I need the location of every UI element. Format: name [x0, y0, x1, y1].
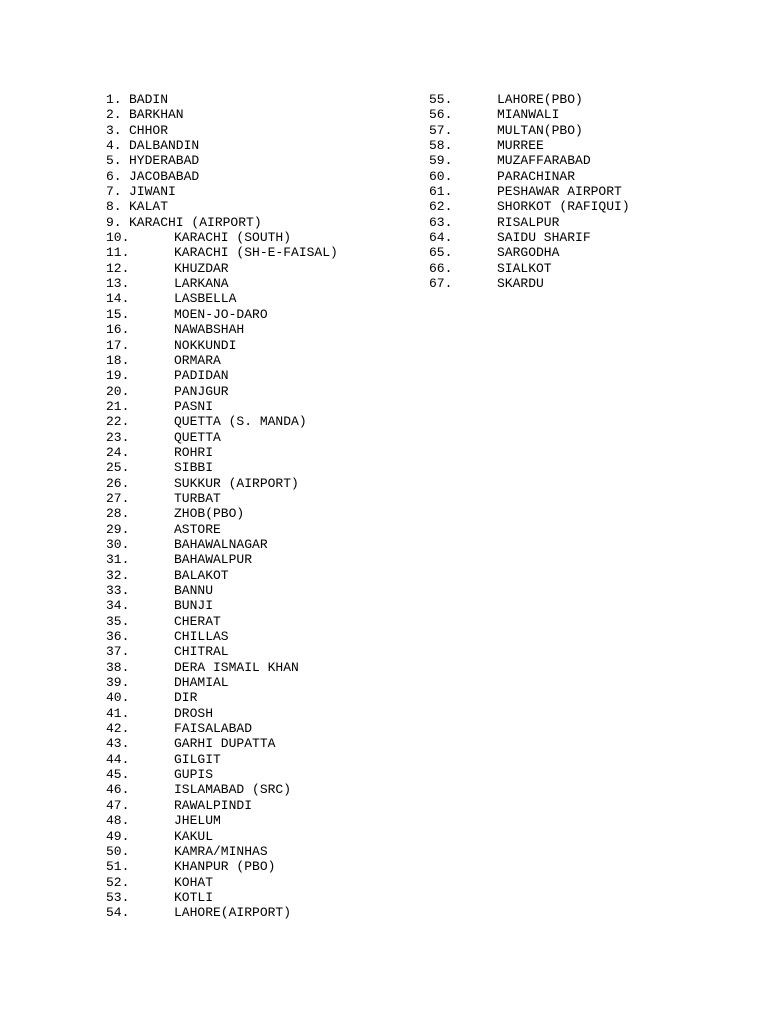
list-item [429, 123, 729, 138]
station-name: MURREE [497, 138, 544, 154]
station-name: CHHOR [129, 122, 169, 138]
station-name: KARACHI (SH-E-FAISAL) [174, 245, 338, 261]
list-item [106, 245, 406, 260]
list-item [106, 107, 406, 122]
list-item [429, 169, 729, 184]
item-number: 12. [106, 260, 130, 276]
station-list-left [106, 92, 406, 921]
station-name: PASNI [174, 398, 214, 414]
station-name: KHANPUR (PBO) [174, 859, 276, 875]
station-name: SUKKUR (AIRPORT) [174, 475, 299, 491]
item-number: 61. [429, 184, 453, 200]
station-name: RISALPUR [497, 214, 560, 230]
item-number: 53. [106, 889, 130, 905]
list-item [106, 491, 406, 506]
station-name: KHUZDAR [174, 260, 229, 276]
station-name: DERA ISMAIL KHAN [174, 659, 299, 675]
station-name: MOEN-JO-DARO [174, 306, 268, 322]
list-item [106, 752, 406, 767]
list-item [106, 736, 406, 751]
station-name: GUPIS [174, 767, 214, 783]
list-item [106, 568, 406, 583]
station-name: NAWABSHAH [174, 322, 245, 338]
station-name: MIANWALI [497, 107, 560, 123]
list-item [106, 445, 406, 460]
list-item [106, 629, 406, 644]
list-item [429, 92, 729, 107]
item-number: 63. [429, 214, 453, 230]
item-number: 24. [106, 444, 130, 460]
station-name: PANJGUR [174, 383, 229, 399]
station-name: KAMRA/MINHAS [174, 843, 268, 859]
station-name: LAHORE(AIRPORT) [174, 905, 292, 921]
item-number: 52. [106, 874, 130, 890]
list-item [106, 583, 406, 598]
list-item [106, 614, 406, 629]
item-number: 19. [106, 368, 130, 384]
list-item [106, 414, 406, 429]
item-number: 64. [429, 230, 453, 246]
station-name: ROHRI [174, 444, 214, 460]
list-item [106, 890, 406, 905]
item-number: 7. [106, 184, 122, 200]
station-name: DIR [174, 690, 198, 706]
list-item [106, 875, 406, 890]
list-item [106, 460, 406, 475]
list-item [106, 322, 406, 337]
station-name: PADIDAN [174, 368, 229, 384]
station-name: ORMARA [174, 352, 221, 368]
list-item [429, 107, 729, 122]
item-number: 13. [106, 276, 130, 292]
list-item [429, 230, 729, 245]
item-number: 17. [106, 337, 130, 353]
station-list-right [429, 92, 729, 291]
list-item [106, 690, 406, 705]
station-name: SAIDU SHARIF [497, 230, 591, 246]
station-name: KARACHI (SOUTH) [174, 230, 292, 246]
list-item [106, 675, 406, 690]
item-number: 65. [429, 245, 453, 261]
item-number: 48. [106, 813, 130, 829]
list-item [106, 506, 406, 521]
station-name: FAISALABAD [174, 721, 253, 737]
list-item [106, 660, 406, 675]
item-number: 34. [106, 598, 130, 614]
station-name: ZHOB(PBO) [174, 506, 245, 522]
station-name: KOHAT [174, 874, 214, 890]
list-item [106, 522, 406, 537]
item-number: 11. [106, 245, 130, 261]
item-number: 3. [106, 122, 122, 138]
item-number: 37. [106, 644, 130, 660]
item-number: 44. [106, 751, 130, 767]
list-item [106, 276, 406, 291]
station-name: SIBBI [174, 460, 214, 476]
item-number: 46. [106, 782, 130, 798]
list-item [429, 276, 729, 291]
station-name: MUZAFFARABAD [497, 153, 591, 169]
list-item [106, 92, 406, 107]
station-name: HYDERABAD [129, 153, 200, 169]
station-name: BAHAWALNAGAR [174, 536, 268, 552]
item-number: 47. [106, 797, 130, 813]
list-item [106, 430, 406, 445]
list-item [106, 813, 406, 828]
item-number: 55. [429, 92, 453, 107]
item-number: 67. [429, 276, 453, 292]
item-number: 25. [106, 460, 130, 476]
item-number: 22. [106, 414, 130, 430]
station-name: DHAMIAL [174, 675, 229, 691]
item-number: 58. [429, 138, 453, 154]
station-name: KALAT [129, 199, 169, 215]
list-item [106, 537, 406, 552]
item-number: 21. [106, 398, 130, 414]
item-number: 57. [429, 122, 453, 138]
station-name: SKARDU [497, 276, 544, 292]
station-name: LASBELLA [174, 291, 237, 307]
item-number: 1. [106, 92, 122, 107]
item-number: 42. [106, 721, 130, 737]
station-name: JACOBABAD [129, 168, 200, 184]
station-name: GILGIT [174, 751, 221, 767]
station-name: GARHI DUPATTA [174, 736, 276, 752]
list-item [106, 859, 406, 874]
list-item [106, 291, 406, 306]
list-item [106, 307, 406, 322]
list-item [106, 184, 406, 199]
item-number: 9. [106, 214, 122, 230]
list-item [106, 123, 406, 138]
list-item [106, 199, 406, 214]
item-number: 2. [106, 107, 122, 123]
station-name: BADIN [129, 92, 169, 107]
item-number: 41. [106, 705, 130, 721]
station-name: KOTLI [174, 889, 214, 905]
item-number: 38. [106, 659, 130, 675]
item-number: 10. [106, 230, 130, 246]
item-number: 43. [106, 736, 130, 752]
item-number: 59. [429, 153, 453, 169]
station-name: DROSH [174, 705, 214, 721]
station-name: QUETTA (S. MANDA) [174, 414, 307, 430]
list-item [106, 905, 406, 920]
station-name: ISLAMABAD (SRC) [174, 782, 292, 798]
item-number: 14. [106, 291, 130, 307]
item-number: 51. [106, 859, 130, 875]
station-name: KARACHI (AIRPORT) [129, 214, 262, 230]
item-number: 18. [106, 352, 130, 368]
item-number: 31. [106, 552, 130, 568]
station-name: PARACHINAR [497, 168, 576, 184]
item-number: 36. [106, 629, 130, 645]
list-item [106, 798, 406, 813]
list-item [106, 368, 406, 383]
item-number: 56. [429, 107, 453, 123]
station-name: NOKKUNDI [174, 337, 237, 353]
list-item [106, 598, 406, 613]
item-number: 33. [106, 583, 130, 598]
item-number: 8. [106, 199, 122, 215]
station-name: MULTAN(PBO) [497, 122, 583, 138]
station-name: KAKUL [174, 828, 214, 844]
item-number: 26. [106, 475, 130, 491]
list-item [106, 476, 406, 491]
list-item [106, 767, 406, 782]
station-name: DALBANDIN [129, 138, 200, 154]
station-name: BANNU [174, 583, 214, 598]
list-item [106, 782, 406, 797]
list-item [106, 399, 406, 414]
list-item [429, 261, 729, 276]
item-number: 4. [106, 138, 122, 154]
item-number: 39. [106, 675, 130, 691]
station-name: PESHAWAR AIRPORT [497, 184, 622, 200]
item-number: 40. [106, 690, 130, 706]
list-item [106, 215, 406, 230]
item-number: 60. [429, 168, 453, 184]
list-item [429, 153, 729, 168]
list-item [106, 384, 406, 399]
station-name: ASTORE [174, 521, 221, 537]
list-item [106, 353, 406, 368]
item-number: 6. [106, 168, 122, 184]
item-number: 5. [106, 153, 122, 169]
item-number: 45. [106, 767, 130, 783]
list-item [429, 199, 729, 214]
station-name: CHILLAS [174, 629, 229, 645]
station-name: TURBAT [174, 490, 221, 506]
list-item [429, 184, 729, 199]
station-name: BAHAWALPUR [174, 552, 253, 568]
list-item [106, 261, 406, 276]
list-item [429, 215, 729, 230]
list-item [106, 644, 406, 659]
station-name: RAWALPINDI [174, 797, 253, 813]
list-item [106, 138, 406, 153]
station-name: JHELUM [174, 813, 221, 829]
station-name: SHORKOT (RAFIQUI) [497, 199, 630, 215]
item-number: 32. [106, 567, 130, 583]
item-number: 23. [106, 429, 130, 445]
list-item [429, 138, 729, 153]
item-number: 49. [106, 828, 130, 844]
station-name: CHITRAL [174, 644, 229, 660]
station-name: SIALKOT [497, 260, 552, 276]
station-name: CHERAT [174, 613, 221, 629]
item-number: 27. [106, 490, 130, 506]
item-number: 16. [106, 322, 130, 338]
list-item [106, 829, 406, 844]
list-item [106, 552, 406, 567]
station-name: BALAKOT [174, 567, 229, 583]
station-name: LAHORE(PBO) [497, 92, 583, 107]
item-number: 20. [106, 383, 130, 399]
item-number: 62. [429, 199, 453, 215]
station-name: BARKHAN [129, 107, 184, 123]
item-number: 66. [429, 260, 453, 276]
station-name: JIWANI [129, 184, 176, 200]
item-number: 29. [106, 521, 130, 537]
list-item [429, 245, 729, 260]
station-name: SARGODHA [497, 245, 560, 261]
station-name: BUNJI [174, 598, 214, 614]
item-number: 30. [106, 536, 130, 552]
item-number: 35. [106, 613, 130, 629]
list-item [106, 169, 406, 184]
list-item [106, 338, 406, 353]
item-number: 50. [106, 843, 130, 859]
list-item [106, 153, 406, 168]
station-name: LARKANA [174, 276, 229, 292]
station-name: QUETTA [174, 429, 221, 445]
list-item [106, 706, 406, 721]
list-item [106, 844, 406, 859]
item-number: 28. [106, 506, 130, 522]
list-item [106, 721, 406, 736]
item-number: 54. [106, 905, 130, 921]
item-number: 15. [106, 306, 130, 322]
list-item [106, 230, 406, 245]
